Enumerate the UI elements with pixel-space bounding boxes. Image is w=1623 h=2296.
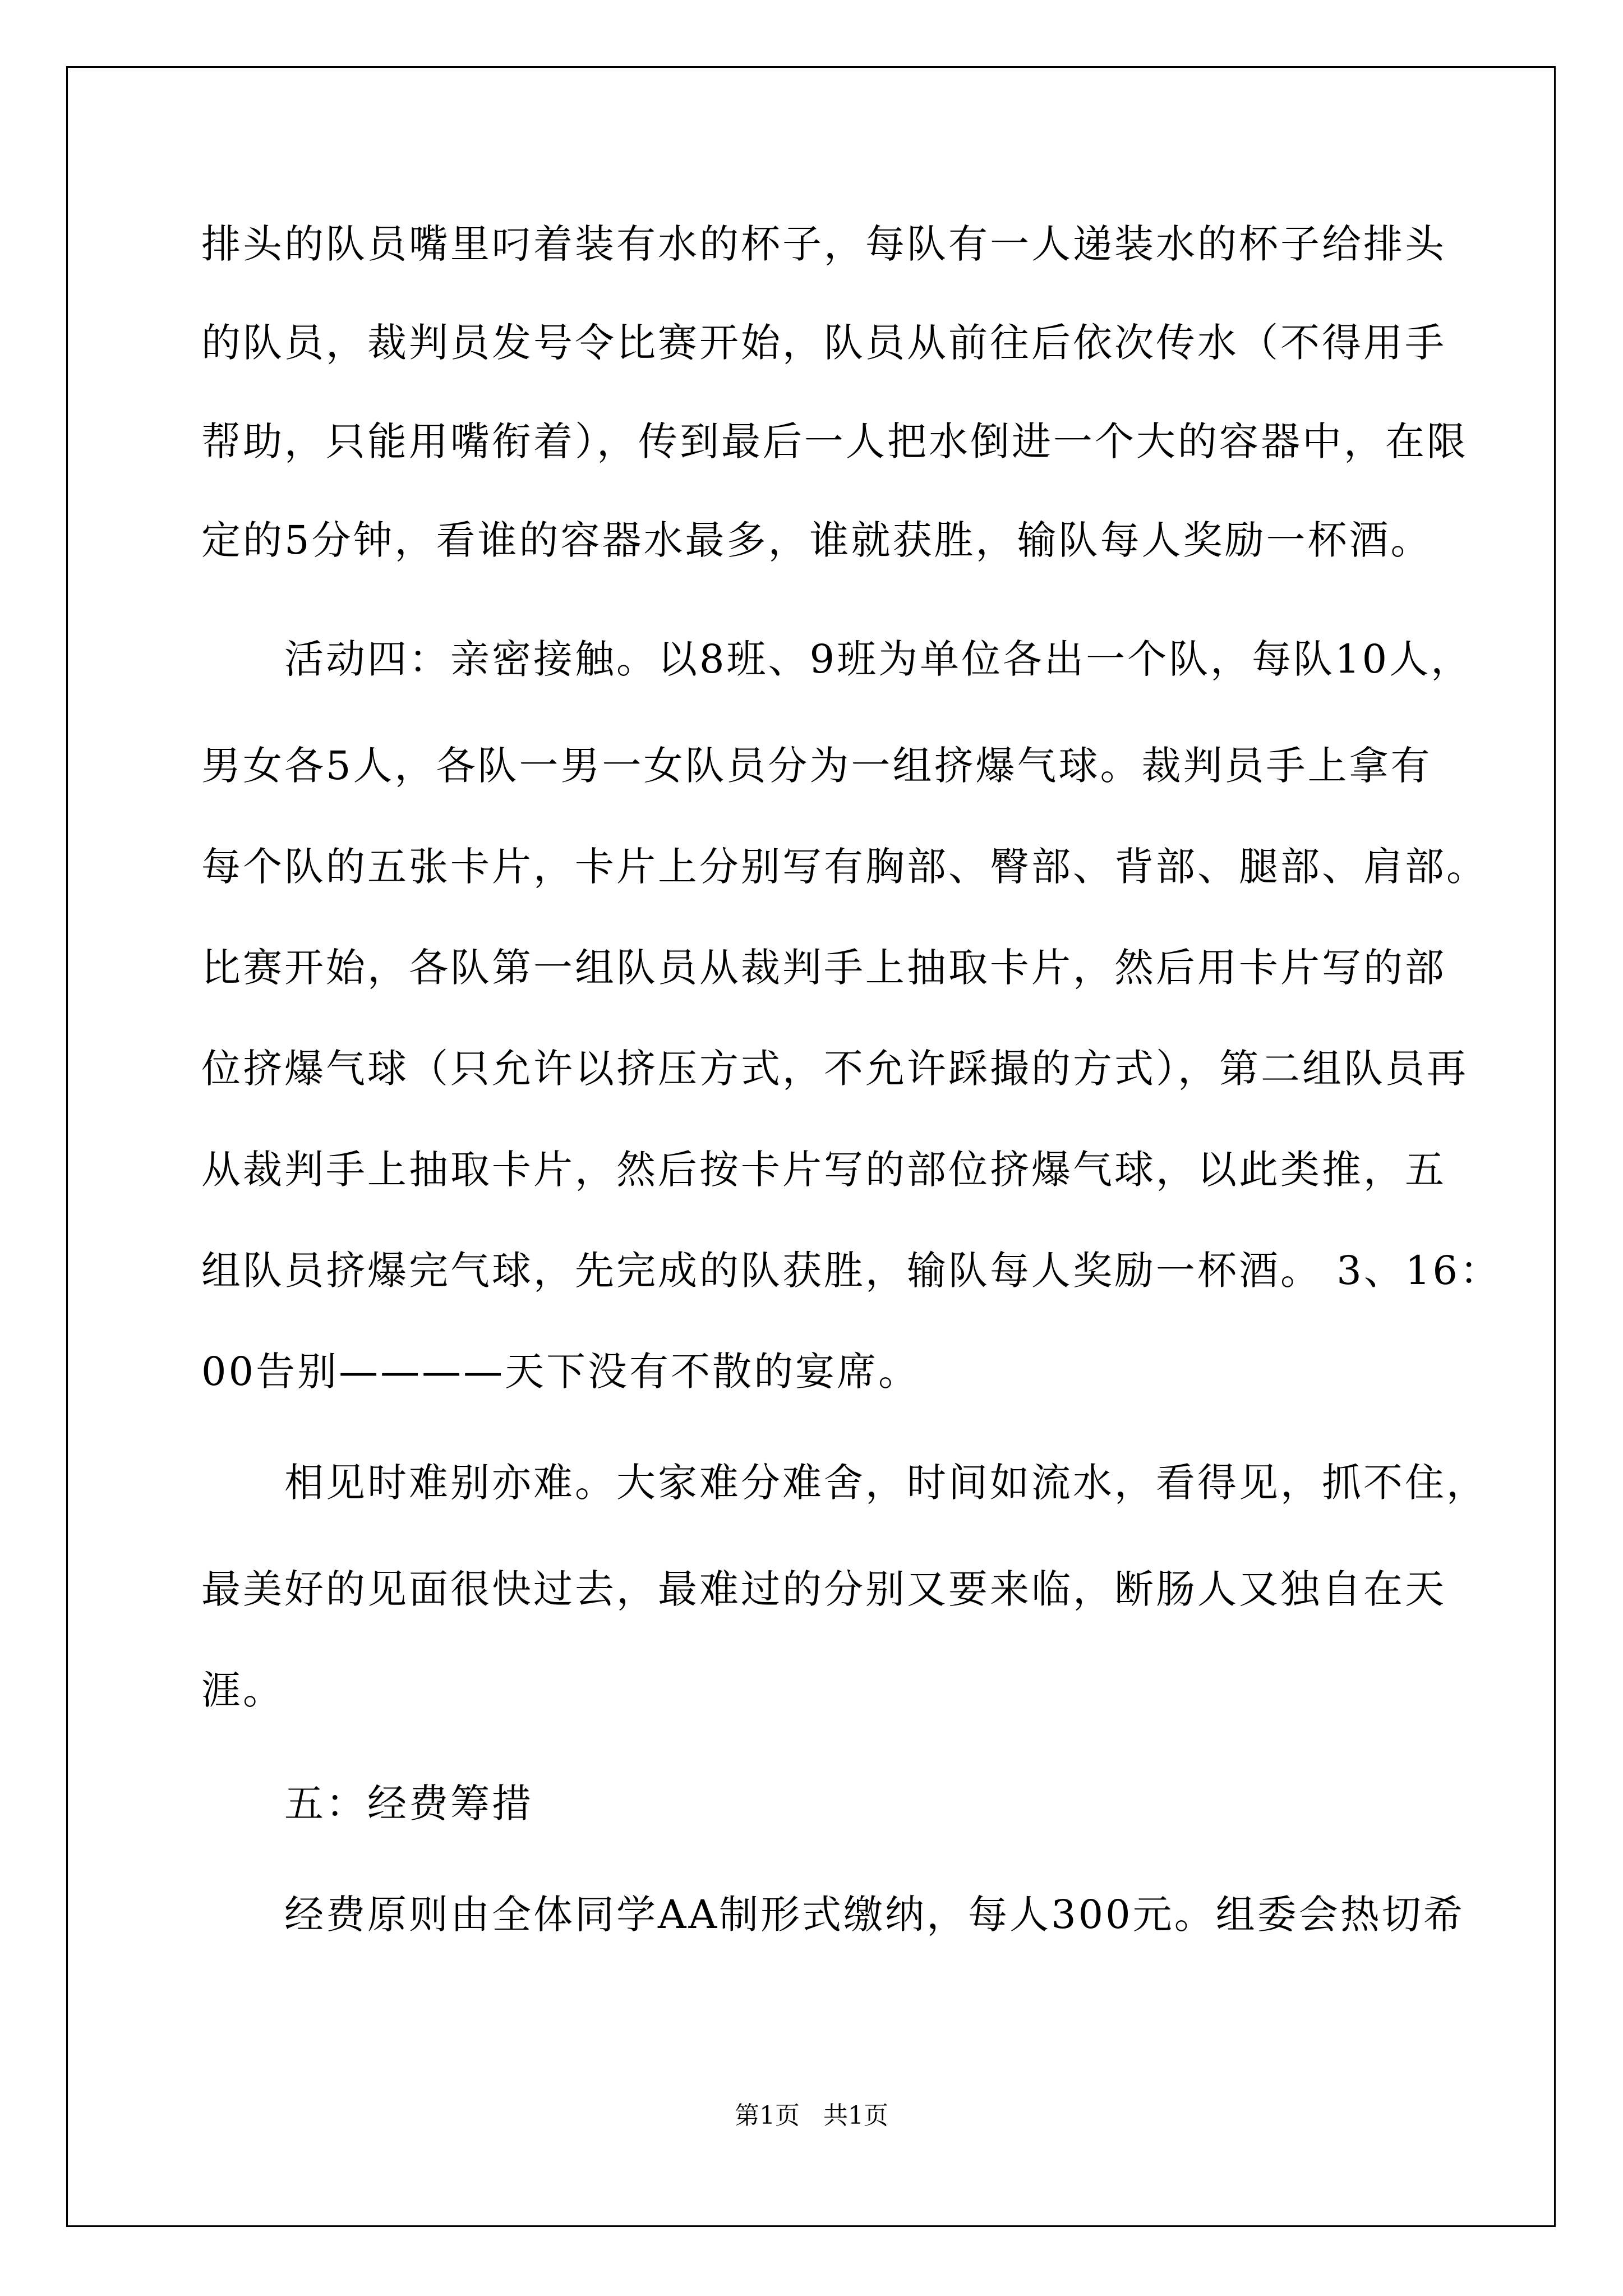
text-line: 经费原则由全体同学AA制形式缴纳，每人300元。组委会热切希	[284, 1892, 1465, 1938]
text-line: 00告别————天下没有不散的宴席。	[201, 1349, 920, 1395]
text-line: 最美好的见面很快过去，最难过的分别又要来临，断肠人又独自在天	[201, 1566, 1446, 1612]
text-line: 帮助，只能用嘴衔着），传到最后一人把水倒进一个大的容器中，在限	[201, 418, 1468, 464]
text-line: 组队员挤爆完气球，先完成的队获胜，输队每人奖励一杯酒。 3、16：	[201, 1248, 1501, 1294]
text-line: 从裁判手上抽取卡片，然后按卡片写的部位挤爆气球，以此类推，五	[201, 1147, 1446, 1193]
text-line: 活动四：亲密接触。以8班、9班为单位各出一个队，每队10人，	[284, 636, 1473, 682]
text-line: 比赛开始，各队第一组队员从裁判手上抽取卡片，然后用卡片写的部	[201, 945, 1446, 991]
text-line: 排头的队员嘴里叼着装有水的杯子，每队有一人递装水的杯子给排头	[201, 221, 1446, 267]
text-line: 的队员，裁判员发号令比赛开始，队员从前往后依次传水（不得用手	[201, 320, 1446, 366]
text-line: 男女各5人，各队一男一女队员分为一组挤爆气球。裁判员手上拿有	[201, 743, 1432, 789]
page-footer: 第1页 共1页	[735, 2101, 888, 2130]
text-line: 相见时难别亦难。大家难分难舍，时间如流水，看得见，抓不住，	[284, 1460, 1488, 1506]
text-line: 涯。	[201, 1667, 284, 1713]
text-line: 定的5分钟，看谁的容器水最多，谁就获胜，输队每人奖励一杯酒。	[201, 517, 1432, 563]
text-line: 位挤爆气球（只允许以挤压方式，不允许踩撮的方式），第二组队员再	[201, 1046, 1468, 1092]
text-line: 每个队的五张卡片，卡片上分别写有胸部、臀部、背部、腿部、肩部。	[201, 844, 1488, 890]
section-heading: 五：经费筹措	[284, 1780, 533, 1826]
